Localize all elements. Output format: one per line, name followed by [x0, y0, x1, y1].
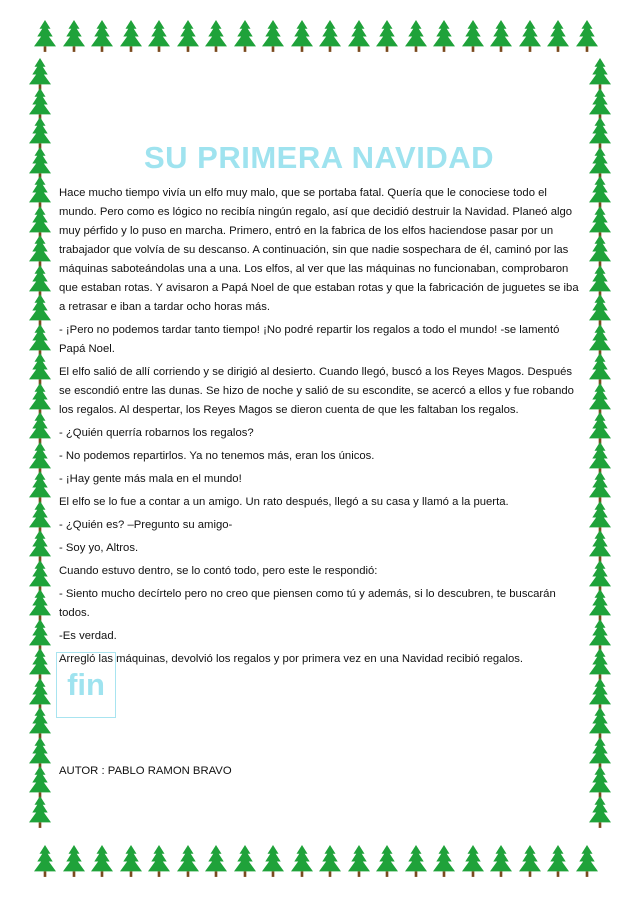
christmas-tree-icon	[547, 845, 569, 878]
christmas-tree-icon	[490, 845, 512, 878]
christmas-tree-icon	[29, 117, 51, 150]
christmas-tree-icon	[91, 845, 113, 878]
christmas-tree-icon	[63, 20, 85, 53]
christmas-tree-icon	[576, 20, 598, 53]
christmas-tree-icon	[589, 206, 611, 239]
christmas-tree-icon	[291, 845, 313, 878]
christmas-tree-icon	[262, 845, 284, 878]
christmas-tree-icon	[29, 88, 51, 121]
christmas-tree-icon	[405, 20, 427, 53]
christmas-tree-icon	[589, 176, 611, 209]
christmas-tree-icon	[120, 845, 142, 878]
christmas-tree-icon	[348, 845, 370, 878]
christmas-tree-icon	[205, 845, 227, 878]
paragraph: - ¡Pero no podemos tardar tanto tiempo! ¡No podré repartir los regalos a todo el mundo! -se lamentó Papá Noel.	[59, 324, 560, 355]
christmas-tree-icon	[576, 845, 598, 878]
paragraph: Cuando estuvo dentro, se lo contó todo, pero este le respondió:	[59, 565, 378, 577]
christmas-tree-icon	[589, 766, 611, 799]
christmas-tree-icon	[29, 294, 51, 327]
christmas-tree-icon	[589, 589, 611, 622]
christmas-tree-icon	[589, 383, 611, 416]
christmas-tree-icon	[29, 265, 51, 298]
paragraph: -Es verdad.	[59, 630, 117, 642]
christmas-tree-icon	[177, 845, 199, 878]
paragraph: - Soy yo, Altros.	[59, 542, 139, 554]
christmas-tree-icon	[433, 20, 455, 53]
story-title: SU PRIMERA NAVIDAD	[143, 140, 494, 175]
christmas-tree-icon	[589, 648, 611, 681]
christmas-tree-icon	[589, 147, 611, 180]
christmas-tree-icon	[348, 20, 370, 53]
christmas-tree-icon	[148, 845, 170, 878]
christmas-tree-icon	[519, 20, 541, 53]
christmas-tree-icon	[589, 442, 611, 475]
christmas-tree-icon	[29, 737, 51, 770]
christmas-tree-icon	[29, 501, 51, 534]
christmas-tree-icon	[29, 353, 51, 386]
christmas-tree-icon	[589, 265, 611, 298]
paragraph: El elfo salió de allí corriendo y se dirigió al desierto. Cuando llegó, buscó a los Reyes Magos. Después se escondió entre las dunas. Se hizo de noche y salió de su escondite, se acercó a ellos y fue robando los regalos. Al despertar, los Reyes Magos se dieron cuenta de que les faltaban los regalos.	[59, 366, 574, 416]
christmas-tree-icon	[148, 20, 170, 53]
christmas-tree-icon	[120, 20, 142, 53]
paragraph: - No podemos repartirlos. Ya no tenemos más, eran los únicos.	[59, 450, 375, 462]
christmas-tree-icon	[29, 796, 51, 829]
christmas-tree-icon	[519, 845, 541, 878]
christmas-tree-icon	[29, 589, 51, 622]
christmas-tree-icon	[405, 845, 427, 878]
christmas-tree-icon	[177, 20, 199, 53]
paragraph: Arregló las máquinas, devolvió los regalos y por primera vez en una Navidad recibió regalos.	[59, 653, 524, 665]
christmas-tree-icon	[589, 737, 611, 770]
christmas-tree-icon	[589, 235, 611, 268]
paragraph: - ¡Hay gente más mala en el mundo!	[59, 473, 242, 485]
christmas-tree-icon	[29, 235, 51, 268]
christmas-tree-icon	[29, 560, 51, 593]
story-body	[59, 140, 579, 673]
christmas-tree-icon	[29, 530, 51, 563]
christmas-tree-icon	[291, 20, 313, 53]
christmas-tree-icon	[589, 501, 611, 534]
christmas-tree-icon	[29, 707, 51, 740]
christmas-tree-icon	[319, 845, 341, 878]
christmas-tree-icon	[29, 442, 51, 475]
christmas-tree-icon	[29, 206, 51, 239]
christmas-tree-icon	[29, 678, 51, 711]
christmas-tree-icon	[462, 20, 484, 53]
christmas-tree-icon	[34, 20, 56, 53]
christmas-tree-icon	[29, 766, 51, 799]
paragraph: El elfo se lo fue a contar a un amigo. Un rato después, llegó a su casa y llamó a la puerta.	[59, 496, 509, 508]
christmas-tree-icon	[234, 845, 256, 878]
christmas-tree-icon	[589, 530, 611, 563]
paragraph: - ¿Quién querría robarnos los regalos?	[59, 427, 254, 439]
paragraph: - ¿Quién es? –Pregunto su amigo-	[59, 519, 233, 531]
christmas-tree-icon	[29, 58, 51, 91]
christmas-tree-icon	[490, 20, 512, 53]
christmas-tree-icon	[589, 412, 611, 445]
christmas-tree-icon	[462, 845, 484, 878]
christmas-tree-icon	[589, 58, 611, 91]
christmas-tree-icon	[433, 845, 455, 878]
christmas-tree-icon	[547, 20, 569, 53]
christmas-tree-icon	[589, 796, 611, 829]
paragraph: - Siento mucho decírtelo pero no creo que piensen como tú y además, si lo descubren, te buscarán todos.	[59, 588, 556, 619]
christmas-tree-icon	[589, 324, 611, 357]
christmas-tree-icon	[589, 88, 611, 121]
christmas-tree-icon	[589, 117, 611, 150]
christmas-tree-icon	[29, 147, 51, 180]
paragraph: Hace mucho tiempo vivía un elfo muy malo, que se portaba fatal. Quería que le conociese todo el mundo. Pero como es lógico no recibía ningún regalo, así que decidió destruir la Navidad. Planeó algo muy pérfido y lo puso en marcha. Primero, entró en la fabrica de los elfos haciendose pasar por un trabajador que volvía de su descanso. A continuación, sin que nadie sospechara de él, caminó por las máquinas saboteándolas una a una. Los elfos, al ver que las máquinas no funcionaban, comprobaron que estaban rotas. Y avisaron a Papá Noel de que estaban rotas y que la fabricación de juguetes se iba a retrasar e iban a tardar ocho horas más.	[59, 187, 579, 313]
christmas-tree-icon	[29, 412, 51, 445]
end-marker: fin	[56, 652, 116, 718]
christmas-tree-icon	[29, 324, 51, 357]
christmas-tree-icon	[589, 471, 611, 504]
christmas-tree-icon	[63, 845, 85, 878]
christmas-tree-icon	[589, 353, 611, 386]
christmas-tree-icon	[205, 20, 227, 53]
christmas-tree-icon	[589, 707, 611, 740]
christmas-tree-icon	[91, 20, 113, 53]
christmas-tree-icon	[34, 845, 56, 878]
christmas-tree-icon	[262, 20, 284, 53]
christmas-tree-icon	[29, 619, 51, 652]
christmas-tree-icon	[376, 20, 398, 53]
christmas-tree-icon	[376, 845, 398, 878]
christmas-tree-icon	[589, 678, 611, 711]
christmas-tree-icon	[29, 648, 51, 681]
christmas-tree-icon	[29, 176, 51, 209]
christmas-tree-icon	[589, 294, 611, 327]
christmas-tree-icon	[589, 619, 611, 652]
christmas-tree-icon	[29, 471, 51, 504]
christmas-tree-icon	[319, 20, 341, 53]
author-line: AUTOR : PABLO RAMON BRAVO	[59, 765, 232, 777]
christmas-tree-icon	[589, 560, 611, 593]
christmas-tree-icon	[29, 383, 51, 416]
christmas-tree-icon	[234, 20, 256, 53]
